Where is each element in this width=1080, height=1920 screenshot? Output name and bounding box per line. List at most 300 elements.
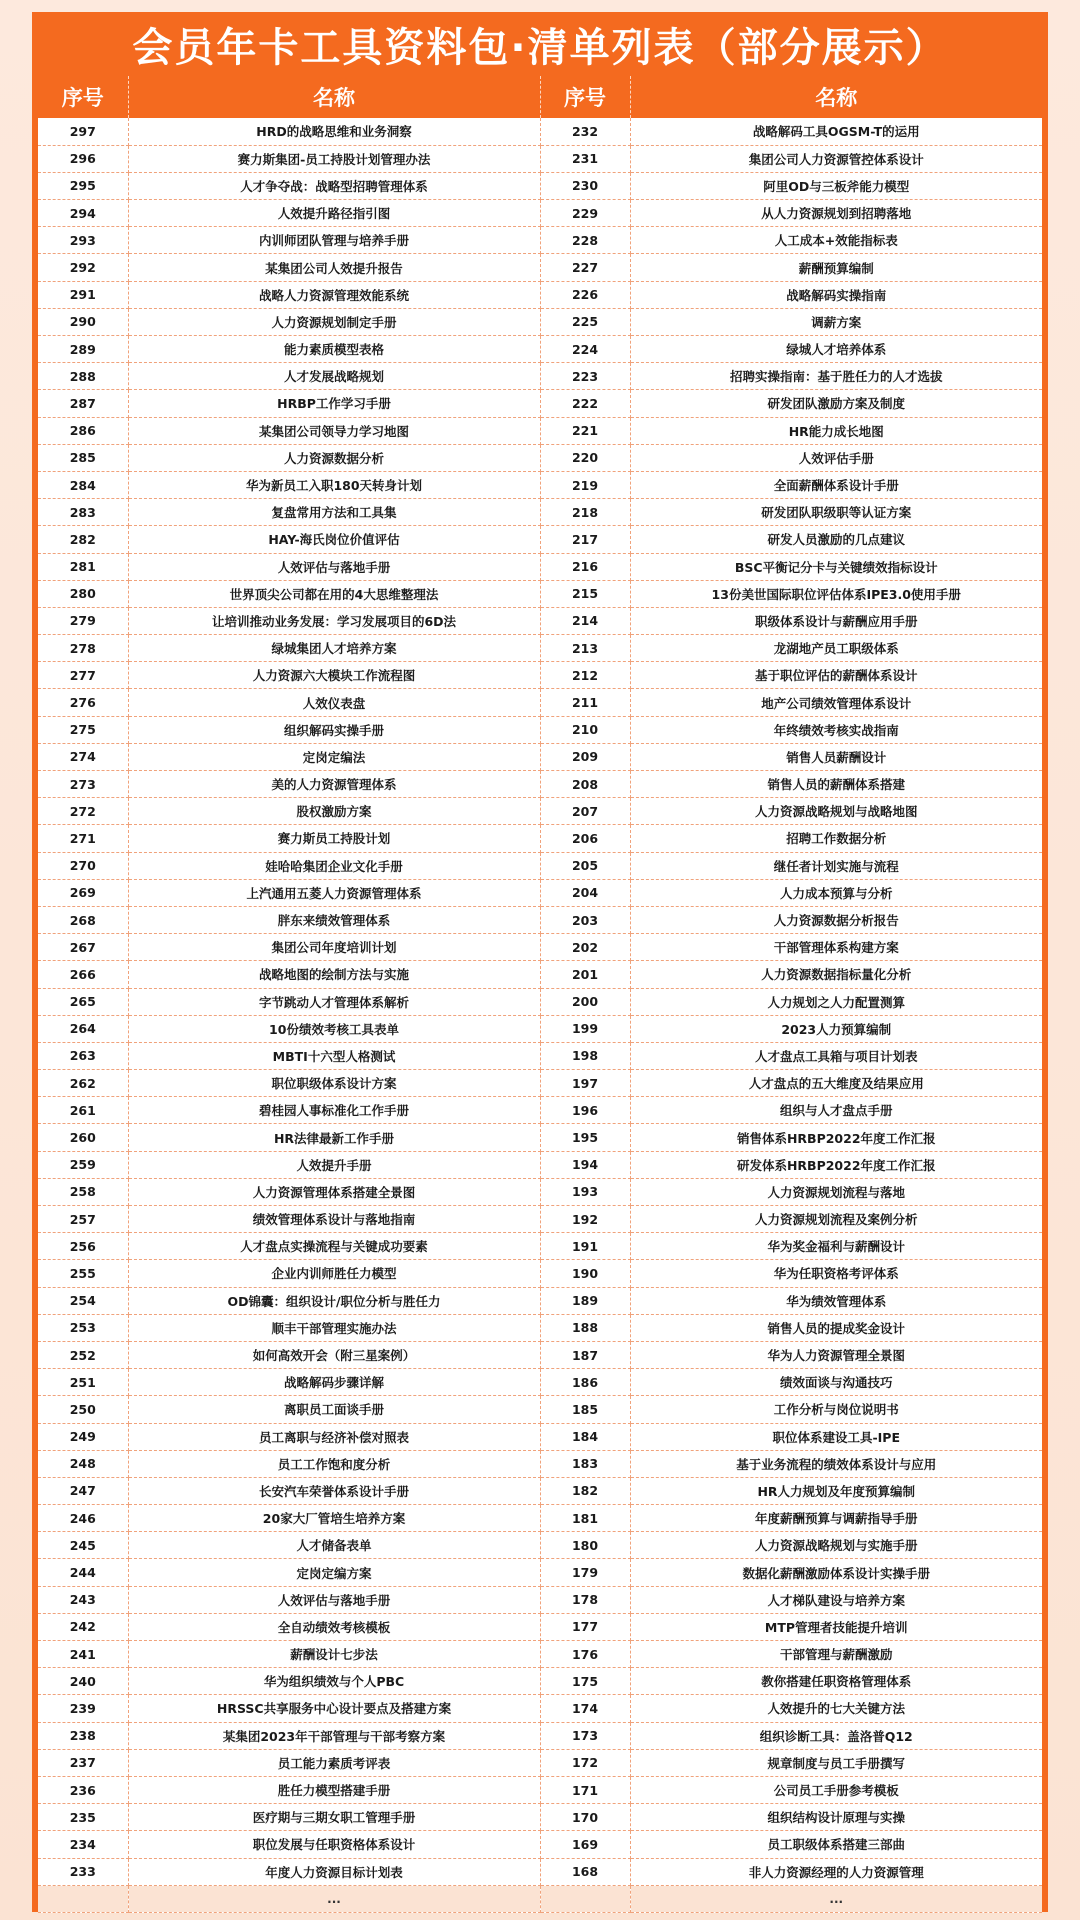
row-number-left: 262 xyxy=(38,1070,128,1097)
row-number-left: 236 xyxy=(38,1776,128,1803)
row-name-right: 人才盘点工具箱与项目计划表 xyxy=(630,1042,1042,1069)
row-number-right: 224 xyxy=(540,336,630,363)
row-number-left: 234 xyxy=(38,1831,128,1858)
table-row xyxy=(38,1423,1042,1450)
table-row xyxy=(38,1260,1042,1287)
row-number-right: 169 xyxy=(540,1831,630,1858)
row-name-left: 华为组织绩效与个人PBC xyxy=(128,1668,540,1695)
table-row xyxy=(38,200,1042,227)
table-row xyxy=(38,526,1042,553)
row-number-left: 235 xyxy=(38,1804,128,1831)
row-number-right: 217 xyxy=(540,526,630,553)
row-number-right: 185 xyxy=(540,1396,630,1423)
row-name-left: 人才发展战略规划 xyxy=(128,363,540,390)
row-name-left: 胖东来绩效管理体系 xyxy=(128,906,540,933)
row-name-left: 某集团公司领导力学习地图 xyxy=(128,417,540,444)
more-cell: ... xyxy=(128,1885,540,1912)
row-number-left: 273 xyxy=(38,771,128,798)
row-number-right: 183 xyxy=(540,1450,630,1477)
row-number-right: 182 xyxy=(540,1477,630,1504)
row-number-left: 253 xyxy=(38,1314,128,1341)
row-number-left: 274 xyxy=(38,743,128,770)
row-name-left: 人力资源规划制定手册 xyxy=(128,308,540,335)
table-row xyxy=(38,1776,1042,1803)
row-name-left: 让培训推动业务发展：学习发展项目的6D法 xyxy=(128,607,540,634)
row-number-right: 180 xyxy=(540,1532,630,1559)
row-name-right: 人效评估手册 xyxy=(630,444,1042,471)
row-number-left: 292 xyxy=(38,254,128,281)
row-number-right: 193 xyxy=(540,1178,630,1205)
row-number-right: 199 xyxy=(540,1015,630,1042)
table-row xyxy=(38,1586,1042,1613)
row-number-right: 225 xyxy=(540,308,630,335)
row-name-left: HRD的战略思维和业务洞察 xyxy=(128,118,540,145)
row-name-right: 人力资源战略规划与战略地图 xyxy=(630,798,1042,825)
row-name-left: 绿城集团人才培养方案 xyxy=(128,635,540,662)
row-number-left: 241 xyxy=(38,1641,128,1668)
row-number-right: 176 xyxy=(540,1641,630,1668)
row-name-left: 人效提升路径指引图 xyxy=(128,200,540,227)
table-row xyxy=(38,444,1042,471)
row-name-left: 战略人力资源管理效能系统 xyxy=(128,281,540,308)
row-number-right: 209 xyxy=(540,743,630,770)
row-number-left: 286 xyxy=(38,417,128,444)
row-number-left: 245 xyxy=(38,1532,128,1559)
row-number-right: 200 xyxy=(540,988,630,1015)
row-name-left: 组织解码实操手册 xyxy=(128,716,540,743)
row-number-left: 289 xyxy=(38,336,128,363)
table-row xyxy=(38,118,1042,145)
row-name-right: 组织结构设计原理与实操 xyxy=(630,1804,1042,1831)
row-number-left: 242 xyxy=(38,1613,128,1640)
row-name-left: 能力素质模型表格 xyxy=(128,336,540,363)
row-name-right: 员工职级体系搭建三部曲 xyxy=(630,1831,1042,1858)
table-row xyxy=(38,1749,1042,1776)
row-name-left: MBTI十六型人格测试 xyxy=(128,1042,540,1069)
row-name-left: 碧桂园人事标准化工作手册 xyxy=(128,1097,540,1124)
row-number-left: 284 xyxy=(38,471,128,498)
row-name-right: 战略解码实操指南 xyxy=(630,281,1042,308)
row-number-left: 260 xyxy=(38,1124,128,1151)
row-name-right: BSC平衡记分卡与关键绩效指标设计 xyxy=(630,553,1042,580)
row-number-right: 220 xyxy=(540,444,630,471)
row-number-right: 218 xyxy=(540,499,630,526)
row-number-right: 226 xyxy=(540,281,630,308)
row-number-left: 258 xyxy=(38,1178,128,1205)
table-row xyxy=(38,1668,1042,1695)
row-name-left: 离职员工面谈手册 xyxy=(128,1396,540,1423)
row-number-left: 281 xyxy=(38,553,128,580)
row-name-right: 职位体系建设工具-IPE xyxy=(630,1423,1042,1450)
row-number-right: 219 xyxy=(540,471,630,498)
row-name-left: HRSSC共享服务中心设计要点及搭建方案 xyxy=(128,1695,540,1722)
row-number-right: 181 xyxy=(540,1505,630,1532)
row-name-left: 人力资源管理体系搭建全景图 xyxy=(128,1178,540,1205)
row-number-left: 280 xyxy=(38,580,128,607)
header-name-right: 名称 xyxy=(630,76,1042,118)
table-row xyxy=(38,1070,1042,1097)
row-name-right: 龙湖地产员工职级体系 xyxy=(630,635,1042,662)
row-number-left: 261 xyxy=(38,1097,128,1124)
row-name-left: 上汽通用五菱人力资源管理体系 xyxy=(128,879,540,906)
row-name-right: 基于业务流程的绩效体系设计与应用 xyxy=(630,1450,1042,1477)
row-number-left: 291 xyxy=(38,281,128,308)
row-number-left: 283 xyxy=(38,499,128,526)
row-name-right: 研发人员激励的几点建议 xyxy=(630,526,1042,553)
header-name-left: 名称 xyxy=(128,76,540,118)
row-number-left: 256 xyxy=(38,1233,128,1260)
row-name-left: 某集团2023年干部管理与干部考察方案 xyxy=(128,1722,540,1749)
row-number-right: 177 xyxy=(540,1613,630,1640)
row-number-left: 267 xyxy=(38,934,128,961)
row-number-right: 231 xyxy=(540,145,630,172)
table-row xyxy=(38,499,1042,526)
row-number-right: 173 xyxy=(540,1722,630,1749)
row-number-right: 184 xyxy=(540,1423,630,1450)
row-name-right: 2023人力预算编制 xyxy=(630,1015,1042,1042)
table-row xyxy=(38,553,1042,580)
table-row xyxy=(38,336,1042,363)
table-row xyxy=(38,934,1042,961)
table-row xyxy=(38,1015,1042,1042)
row-name-left: HR法律最新工作手册 xyxy=(128,1124,540,1151)
row-number-left: 275 xyxy=(38,716,128,743)
row-name-right: 华为任职资格考评体系 xyxy=(630,1260,1042,1287)
row-number-right: 172 xyxy=(540,1749,630,1776)
row-name-right: 研发团队职级职等认证方案 xyxy=(630,499,1042,526)
table-row xyxy=(38,281,1042,308)
table-row xyxy=(38,1532,1042,1559)
row-number-right: 198 xyxy=(540,1042,630,1069)
row-name-left: 赛力斯员工持股计划 xyxy=(128,825,540,852)
row-number-left: 270 xyxy=(38,852,128,879)
row-number-right: 214 xyxy=(540,607,630,634)
list-table-container xyxy=(32,76,1048,1912)
row-name-right: 数据化薪酬激励体系设计实操手册 xyxy=(630,1559,1042,1586)
table-row xyxy=(38,390,1042,417)
row-name-left: 薪酬设计七步法 xyxy=(128,1641,540,1668)
row-name-left: 娃哈哈集团企业文化手册 xyxy=(128,852,540,879)
row-number-left: 278 xyxy=(38,635,128,662)
row-name-right: 华为人力资源管理全景图 xyxy=(630,1341,1042,1368)
row-name-right: 绿城人才培养体系 xyxy=(630,336,1042,363)
row-number-left: 279 xyxy=(38,607,128,634)
row-number-right: 227 xyxy=(540,254,630,281)
row-number-left: 247 xyxy=(38,1477,128,1504)
row-name-right: 人工成本+效能指标表 xyxy=(630,227,1042,254)
table-row xyxy=(38,716,1042,743)
row-name-left: 某集团公司人效提升报告 xyxy=(128,254,540,281)
row-name-right: 干部管理体系构建方案 xyxy=(630,934,1042,961)
row-number-left: 268 xyxy=(38,906,128,933)
row-number-right: 201 xyxy=(540,961,630,988)
row-name-right: MTP管理者技能提升培训 xyxy=(630,1613,1042,1640)
row-name-left: 人才储备表单 xyxy=(128,1532,540,1559)
row-name-right: 人力资源数据分析报告 xyxy=(630,906,1042,933)
row-number-right: 204 xyxy=(540,879,630,906)
table-row xyxy=(38,1097,1042,1124)
row-name-left: 人效评估与落地手册 xyxy=(128,1586,540,1613)
table-row xyxy=(38,1314,1042,1341)
row-name-left: 10份绩效考核工具表单 xyxy=(128,1015,540,1042)
table-row xyxy=(38,1287,1042,1314)
row-number-right: 232 xyxy=(540,118,630,145)
row-name-left: 人效仪表盘 xyxy=(128,689,540,716)
row-number-right: 203 xyxy=(540,906,630,933)
row-number-left: 264 xyxy=(38,1015,128,1042)
row-number-right: 174 xyxy=(540,1695,630,1722)
table-row-more xyxy=(38,1885,1042,1912)
row-name-right: 年终绩效考核实战指南 xyxy=(630,716,1042,743)
row-name-right: 战略解码工具OGSM-T的运用 xyxy=(630,118,1042,145)
row-number-left: 263 xyxy=(38,1042,128,1069)
table-row xyxy=(38,1641,1042,1668)
row-number-right: 178 xyxy=(540,1586,630,1613)
row-number-left: 295 xyxy=(38,172,128,199)
row-name-right: 销售人员的薪酬体系搭建 xyxy=(630,771,1042,798)
row-number-left: 277 xyxy=(38,662,128,689)
table-row xyxy=(38,961,1042,988)
table-row xyxy=(38,771,1042,798)
table-row xyxy=(38,1233,1042,1260)
table-row xyxy=(38,1695,1042,1722)
row-name-left: 医疗期与三期女职工管理手册 xyxy=(128,1804,540,1831)
table-row xyxy=(38,1613,1042,1640)
row-number-left: 290 xyxy=(38,308,128,335)
table-row xyxy=(38,825,1042,852)
row-number-left: 243 xyxy=(38,1586,128,1613)
table-row xyxy=(38,1042,1042,1069)
row-name-left: 职位职级体系设计方案 xyxy=(128,1070,540,1097)
row-number-left: 248 xyxy=(38,1450,128,1477)
more-cell xyxy=(38,1885,128,1912)
row-number-right: 191 xyxy=(540,1233,630,1260)
table-row xyxy=(38,1559,1042,1586)
row-name-right: 调薪方案 xyxy=(630,308,1042,335)
row-number-right: 195 xyxy=(540,1124,630,1151)
row-name-left: 战略解码步骤详解 xyxy=(128,1369,540,1396)
row-name-right: 组织与人才盘点手册 xyxy=(630,1097,1042,1124)
row-name-right: 地产公司绩效管理体系设计 xyxy=(630,689,1042,716)
table-row xyxy=(38,1722,1042,1749)
row-name-left: HRBP工作学习手册 xyxy=(128,390,540,417)
row-name-left: 集团公司年度培训计划 xyxy=(128,934,540,961)
row-name-right: 教你搭建任职资格管理体系 xyxy=(630,1668,1042,1695)
row-name-left: 人效提升手册 xyxy=(128,1151,540,1178)
row-number-left: 288 xyxy=(38,363,128,390)
row-name-right: 工作分析与岗位说明书 xyxy=(630,1396,1042,1423)
row-name-right: HR能力成长地图 xyxy=(630,417,1042,444)
row-number-right: 189 xyxy=(540,1287,630,1314)
table-body xyxy=(38,118,1042,1912)
row-number-right: 229 xyxy=(540,200,630,227)
row-name-right: 年度薪酬预算与调薪指导手册 xyxy=(630,1505,1042,1532)
row-number-right: 179 xyxy=(540,1559,630,1586)
row-name-right: 销售人员的提成奖金设计 xyxy=(630,1314,1042,1341)
row-name-right: 非人力资源经理的人力资源管理 xyxy=(630,1858,1042,1885)
row-number-left: 257 xyxy=(38,1206,128,1233)
row-name-right: 华为奖金福利与薪酬设计 xyxy=(630,1233,1042,1260)
row-number-left: 249 xyxy=(38,1423,128,1450)
table-row xyxy=(38,254,1042,281)
table-row xyxy=(38,635,1042,662)
table-row xyxy=(38,662,1042,689)
row-name-left: 赛力斯集团-员工持股计划管理办法 xyxy=(128,145,540,172)
row-name-right: 集团公司人力资源管控体系设计 xyxy=(630,145,1042,172)
row-name-right: 研发体系HRBP2022年度工作汇报 xyxy=(630,1151,1042,1178)
row-name-left: 人力资源六大模块工作流程图 xyxy=(128,662,540,689)
table-row xyxy=(38,689,1042,716)
row-name-right: 招聘实操指南：基于胜任力的人才选拔 xyxy=(630,363,1042,390)
table-row xyxy=(38,227,1042,254)
row-name-right: 从人力资源规划到招聘落地 xyxy=(630,200,1042,227)
row-number-left: 259 xyxy=(38,1151,128,1178)
row-number-right: 190 xyxy=(540,1260,630,1287)
row-name-right: 全面薪酬体系设计手册 xyxy=(630,471,1042,498)
table-row xyxy=(38,607,1042,634)
row-number-right: 205 xyxy=(540,852,630,879)
row-name-right: 人力资源战略规划与实施手册 xyxy=(630,1532,1042,1559)
row-number-left: 240 xyxy=(38,1668,128,1695)
header-number-right: 序号 xyxy=(540,76,630,118)
row-number-right: 230 xyxy=(540,172,630,199)
row-number-left: 271 xyxy=(38,825,128,852)
row-name-right: 组织诊断工具：盖洛普Q12 xyxy=(630,1722,1042,1749)
header-number-left: 序号 xyxy=(38,76,128,118)
row-number-right: 222 xyxy=(540,390,630,417)
table-row xyxy=(38,798,1042,825)
row-number-left: 250 xyxy=(38,1396,128,1423)
row-name-right: 人力资源数据指标量化分析 xyxy=(630,961,1042,988)
row-number-right: 196 xyxy=(540,1097,630,1124)
row-number-left: 294 xyxy=(38,200,128,227)
table-row xyxy=(38,1124,1042,1151)
table-row xyxy=(38,1151,1042,1178)
row-name-left: 长安汽车荣誉体系设计手册 xyxy=(128,1477,540,1504)
row-number-left: 276 xyxy=(38,689,128,716)
row-name-right: 规章制度与员工手册撰写 xyxy=(630,1749,1042,1776)
row-name-left: OD锦囊：组织设计/职位分析与胜任力 xyxy=(128,1287,540,1314)
resource-list-table xyxy=(38,76,1042,1913)
row-number-right: 188 xyxy=(540,1314,630,1341)
row-number-right: 210 xyxy=(540,716,630,743)
table-row xyxy=(38,1804,1042,1831)
row-name-right: 人才梯队建设与培养方案 xyxy=(630,1586,1042,1613)
table-row xyxy=(38,1505,1042,1532)
row-name-left: 美的人力资源管理体系 xyxy=(128,771,540,798)
row-name-left: 股权激励方案 xyxy=(128,798,540,825)
row-name-left: 战略地图的绘制方法与实施 xyxy=(128,961,540,988)
table-row xyxy=(38,417,1042,444)
row-name-right: 人效提升的七大关键方法 xyxy=(630,1695,1042,1722)
row-number-right: 212 xyxy=(540,662,630,689)
row-name-right: 人力规划之人力配置测算 xyxy=(630,988,1042,1015)
row-name-left: 定岗定编法 xyxy=(128,743,540,770)
table-row xyxy=(38,363,1042,390)
row-name-left: 内训师团队管理与培养手册 xyxy=(128,227,540,254)
row-number-left: 297 xyxy=(38,118,128,145)
row-name-left: 复盘常用方法和工具集 xyxy=(128,499,540,526)
row-name-left: 如何高效开会（附三星案例） xyxy=(128,1341,540,1368)
row-name-right: 人力成本预算与分析 xyxy=(630,879,1042,906)
row-name-left: 人效评估与落地手册 xyxy=(128,553,540,580)
more-cell xyxy=(540,1885,630,1912)
row-number-right: 215 xyxy=(540,580,630,607)
row-name-right: 人力资源规划流程与落地 xyxy=(630,1178,1042,1205)
row-number-left: 246 xyxy=(38,1505,128,1532)
row-name-right: 薪酬预算编制 xyxy=(630,254,1042,281)
row-number-right: 206 xyxy=(540,825,630,852)
table-row xyxy=(38,1206,1042,1233)
row-number-left: 251 xyxy=(38,1369,128,1396)
row-name-left: 20家大厂管培生培养方案 xyxy=(128,1505,540,1532)
row-name-left: 员工离职与经济补偿对照表 xyxy=(128,1423,540,1450)
row-name-left: 职位发展与任职资格体系设计 xyxy=(128,1831,540,1858)
row-number-left: 272 xyxy=(38,798,128,825)
row-name-right: 研发团队激励方案及制度 xyxy=(630,390,1042,417)
row-number-left: 255 xyxy=(38,1260,128,1287)
more-cell: ... xyxy=(630,1885,1042,1912)
row-number-right: 186 xyxy=(540,1369,630,1396)
row-name-left: 年度人力资源目标计划表 xyxy=(128,1858,540,1885)
row-number-right: 170 xyxy=(540,1804,630,1831)
table-row xyxy=(38,743,1042,770)
row-number-left: 237 xyxy=(38,1749,128,1776)
row-number-left: 296 xyxy=(38,145,128,172)
table-row xyxy=(38,308,1042,335)
row-name-right: 职级体系设计与薪酬应用手册 xyxy=(630,607,1042,634)
table-row xyxy=(38,1341,1042,1368)
table-row xyxy=(38,988,1042,1015)
row-name-right: 销售体系HRBP2022年度工作汇报 xyxy=(630,1124,1042,1151)
row-name-right: 人力资源规划流程及案例分析 xyxy=(630,1206,1042,1233)
table-row xyxy=(38,145,1042,172)
row-name-right: 继任者计划实施与流程 xyxy=(630,852,1042,879)
table-row xyxy=(38,172,1042,199)
table-row xyxy=(38,1178,1042,1205)
row-name-left: 员工能力素质考评表 xyxy=(128,1749,540,1776)
row-name-left: 人力资源数据分析 xyxy=(128,444,540,471)
row-number-right: 223 xyxy=(540,363,630,390)
table-row xyxy=(38,1450,1042,1477)
row-number-right: 187 xyxy=(540,1341,630,1368)
row-number-left: 254 xyxy=(38,1287,128,1314)
row-name-left: 定岗定编方案 xyxy=(128,1559,540,1586)
row-name-left: HAY-海氏岗位价值评估 xyxy=(128,526,540,553)
table-row xyxy=(38,580,1042,607)
row-number-right: 202 xyxy=(540,934,630,961)
row-number-right: 175 xyxy=(540,1668,630,1695)
table-row xyxy=(38,471,1042,498)
row-name-right: 招聘工作数据分析 xyxy=(630,825,1042,852)
row-name-right: 干部管理与薪酬激励 xyxy=(630,1641,1042,1668)
row-name-left: 绩效管理体系设计与落地指南 xyxy=(128,1206,540,1233)
row-number-right: 197 xyxy=(540,1070,630,1097)
row-number-left: 239 xyxy=(38,1695,128,1722)
table-row xyxy=(38,1369,1042,1396)
row-name-right: 华为绩效管理体系 xyxy=(630,1287,1042,1314)
row-number-left: 293 xyxy=(38,227,128,254)
row-name-left: 人才盘点实操流程与关键成功要素 xyxy=(128,1233,540,1260)
row-number-right: 192 xyxy=(540,1206,630,1233)
row-number-right: 221 xyxy=(540,417,630,444)
row-number-right: 168 xyxy=(540,1858,630,1885)
table-row xyxy=(38,906,1042,933)
row-number-left: 265 xyxy=(38,988,128,1015)
table-row xyxy=(38,1396,1042,1423)
row-name-right: 13份美世国际职位评估体系IPE3.0使用手册 xyxy=(630,580,1042,607)
row-number-right: 208 xyxy=(540,771,630,798)
